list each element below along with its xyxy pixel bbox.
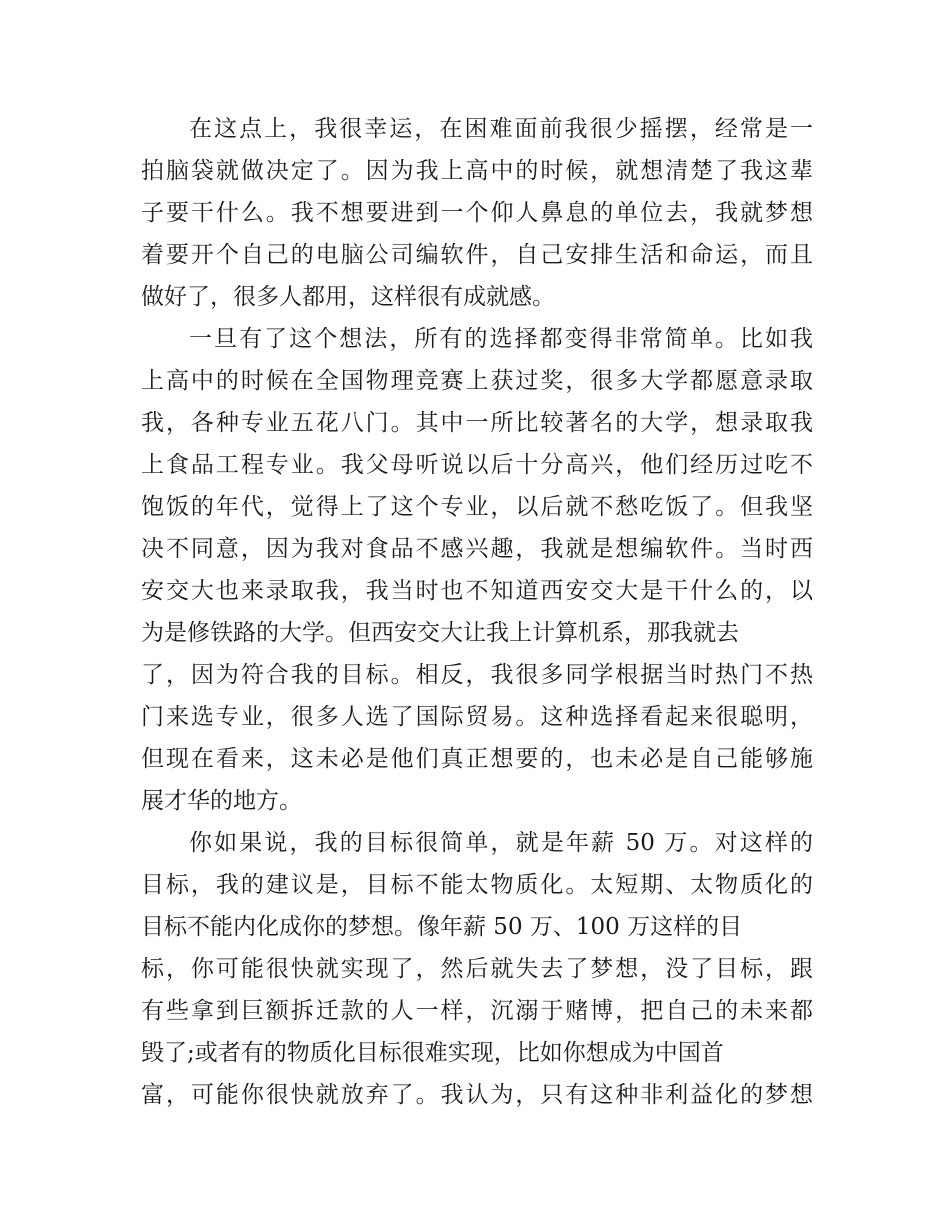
- text-line: 门来选专业，很多人选了国际贸易。这种选择看起来很聪明，: [141, 704, 813, 730]
- text-line: 上食品工程专业。我父母听说以后十分高兴，他们经历过吃不: [141, 452, 813, 478]
- text-line: 目标，我的建议是，目标不能太物质化。太短期、太物质化的: [141, 872, 813, 898]
- text-line: 饱饭的年代，觉得上了这个专业，以后就不愁吃饭了。但我坚: [141, 494, 813, 520]
- text-line: 展才华的地方。: [141, 788, 302, 814]
- text-line: 目标不能内化成你的梦想。像年薪 50 万、100 万这样的目: [141, 914, 743, 940]
- text-line: 为是修铁路的大学。但西安交大让我上计算机系，那我就去: [141, 620, 739, 646]
- text-line: 上高中的时候在全国物理竞赛上获过奖，很多大学都愿意录取: [141, 368, 813, 394]
- text-line: 决不同意，因为我对食品不感兴趣，我就是想编软件。当时西: [141, 536, 813, 562]
- text-line: 标，你可能很快就实现了，然后就失去了梦想，没了目标，跟: [141, 956, 813, 982]
- text-line: 有些拿到巨额拆迁款的人一样，沉溺于赌博，把自己的未来都: [141, 998, 813, 1024]
- text-line: 富，可能你很快就放弃了。我认为，只有这种非利益化的梦想: [141, 1082, 813, 1108]
- text-line: 着要开个自己的电脑公司编软件，自己安排生活和命运，而且: [141, 242, 813, 268]
- text-line: 毁了;或者有的物质化目标很难实现，比如你想成为中国首: [141, 1040, 724, 1066]
- text-line: 在这点上，我很幸运，在困难面前我很少摇摆，经常是一: [189, 116, 813, 142]
- document-body: [141, 108, 813, 1116]
- text-line: 做好了，很多人都用，这样很有成就感。: [141, 284, 555, 310]
- paragraph: [141, 108, 813, 318]
- paragraph: [141, 318, 813, 822]
- paragraph: [141, 822, 813, 1116]
- text-line: 我，各种专业五花八门。其中一所比较著名的大学，想录取我: [141, 410, 813, 436]
- text-line: 你如果说，我的目标很简单，就是年薪 50 万。对这样的: [189, 830, 813, 856]
- text-line: 了，因为符合我的目标。相反，我很多同学根据当时热门不热: [141, 662, 813, 688]
- text-line: 一旦有了这个想法，所有的选择都变得非常简单。比如我: [189, 326, 813, 352]
- text-line: 拍脑袋就做决定了。因为我上高中的时候，就想清楚了我这辈: [141, 158, 813, 184]
- text-line: 安交大也来录取我，我当时也不知道西安交大是干什么的，以: [141, 578, 813, 604]
- text-line: 但现在看来，这未必是他们真正想要的，也未必是自己能够施: [141, 746, 813, 772]
- text-line: 子要干什么。我不想要进到一个仰人鼻息的单位去，我就梦想: [141, 200, 813, 226]
